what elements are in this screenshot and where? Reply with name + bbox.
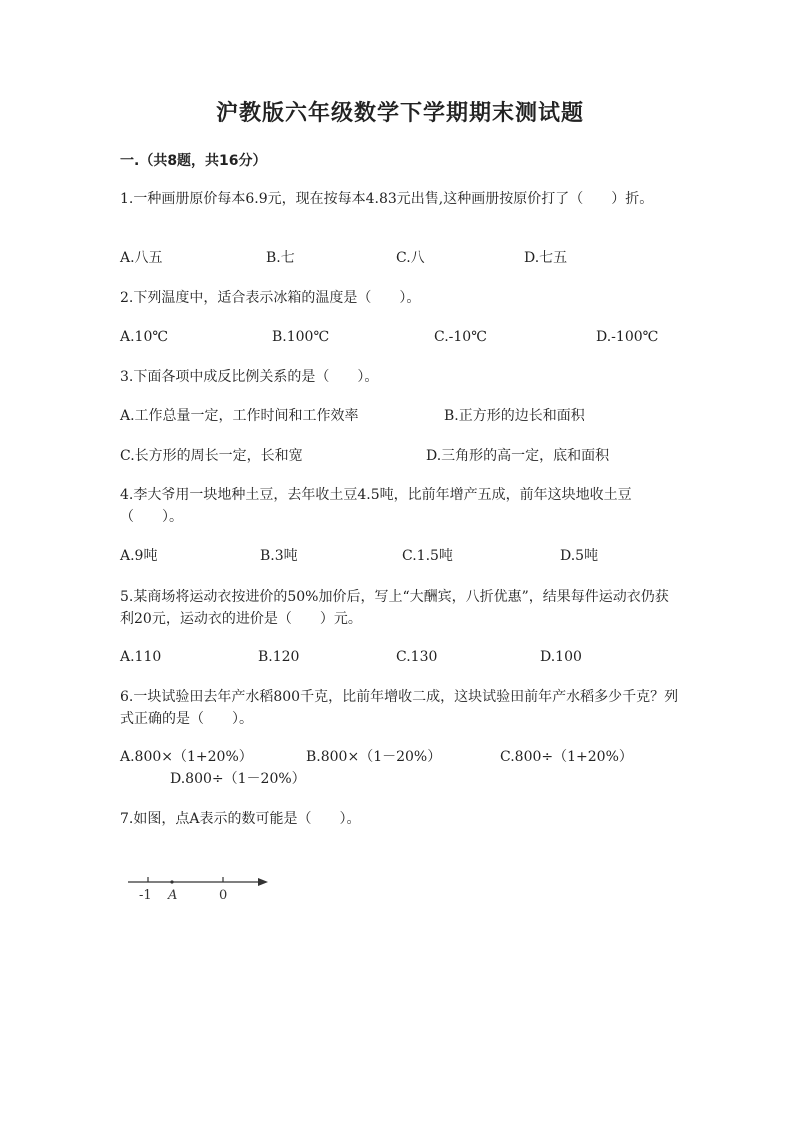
question-4-option-d[interactable]: D.5吨 [560, 548, 599, 564]
question-4-stem: 4.李大爷用一块地种土豆，去年收土豆4.5吨，比前年增产五成，前年这块地收土豆（ ）。 [120, 487, 632, 525]
question-2-option-c[interactable]: C.-10℃ [434, 329, 487, 345]
number-line-svg [126, 868, 276, 906]
question-2-option-b[interactable]: B.100℃ [272, 329, 330, 345]
question-1-stem: 1.一种画册原价每本6.9元，现在按每本4.83元出售,这种画册按原价打了（ ）折。 [120, 191, 654, 207]
question-5-option-c[interactable]: C.130 [396, 649, 438, 665]
question-3-option-b[interactable]: B.正方形的边长和面积 [444, 408, 585, 424]
question-2-option-d[interactable]: D.-100℃ [596, 329, 659, 345]
question-1-option-d[interactable]: D.七五 [524, 250, 568, 266]
label-minus-one: -1 [139, 888, 152, 903]
section-heading: 一.（共8题，共16分） [120, 153, 267, 169]
arrow-head-icon [258, 878, 268, 886]
question-5-option-b[interactable]: B.120 [258, 649, 300, 665]
question-2-stem: 2.下列温度中，适合表示冰箱的温度是（ ）。 [120, 290, 421, 306]
question-5-option-d[interactable]: D.100 [540, 649, 582, 665]
question-6-option-d[interactable]: D.800÷（1－20%） [170, 771, 306, 787]
question-4-option-b[interactable]: B.3吨 [260, 548, 298, 564]
number-line-figure [126, 868, 276, 910]
question-3-option-c[interactable]: C.长方形的周长一定，长和宽 [120, 448, 303, 464]
question-6-option-a[interactable]: A.800×（1+20%） [120, 749, 253, 765]
question-1-option-c[interactable]: C.八 [396, 250, 425, 266]
question-3-stem: 3.下面各项中成反比例关系的是（ ）。 [120, 369, 379, 385]
question-1-option-a[interactable]: A.八五 [120, 250, 163, 266]
question-4-option-c[interactable]: C.1.5吨 [402, 548, 453, 564]
question-6-option-c[interactable]: C.800÷（1+20%） [500, 749, 633, 765]
question-6-stem: 6.一块试验田去年产水稻800千克，比前年增收二成，这块试验田前年产水稻多少千克？列式正确的是（ ）。 [120, 689, 679, 727]
page-title: 沪教版六年级数学下学期期末测试题 [215, 101, 584, 126]
question-2-option-a[interactable]: A.10℃ [120, 329, 169, 345]
question-3-option-a[interactable]: A.工作总量一定，工作时间和工作效率 [120, 408, 359, 424]
question-1-option-b[interactable]: B.七 [266, 250, 295, 266]
question-4-option-a[interactable]: A.9吨 [120, 548, 158, 564]
question-6-option-b[interactable]: B.800×（1－20%） [306, 749, 442, 765]
question-7-stem: 7.如图，点A表示的数可能是（ ）。 [120, 811, 361, 827]
question-5-stem: 5.某商场将运动衣按进价的50%加价后，写上“大酬宾，八折优惠”，结果每件运动衣仍获利20元，运动衣的进价是（ ）元。 [120, 589, 669, 627]
question-5-option-a[interactable]: A.110 [120, 649, 162, 665]
label-zero: 0 [219, 888, 228, 903]
label-point-a: A [168, 888, 178, 903]
question-3-option-d[interactable]: D.三角形的高一定，底和面积 [426, 448, 610, 464]
point-a-marker [170, 880, 173, 883]
